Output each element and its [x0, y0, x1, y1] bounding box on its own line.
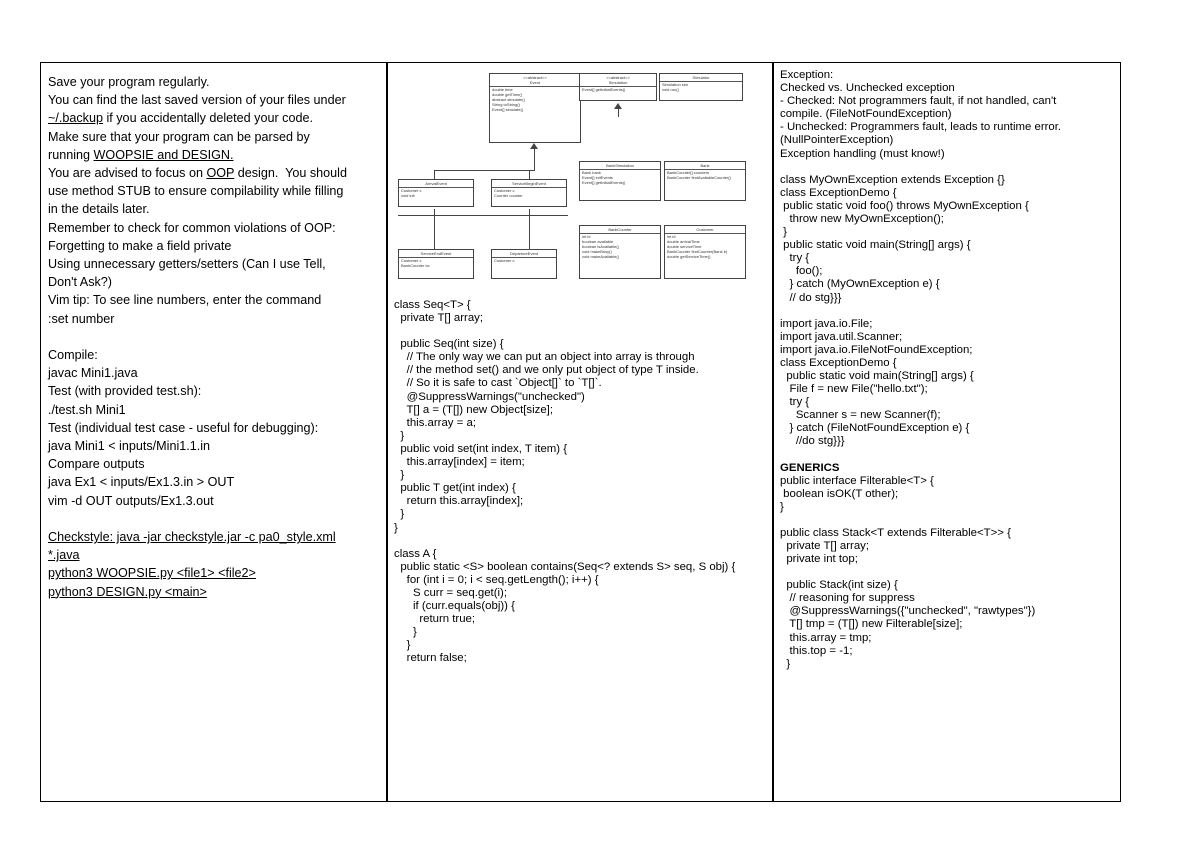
text-line: :set number	[48, 311, 115, 326]
code-line: // The only way we can put an object into array is through	[394, 351, 695, 364]
text-line: Forgetting to make a field private	[48, 238, 232, 253]
text-line	[48, 164, 380, 182]
text-line: Using unnecessary getters/setters (Can I use Tell,	[48, 257, 326, 272]
blank-line	[394, 325, 766, 338]
uml-class-name: ServiceBeginEvent	[492, 180, 566, 188]
text-line: // do stg}}}	[780, 291, 842, 304]
uml-class-name: ServiceEndEvent	[399, 250, 473, 258]
code-line: }	[394, 639, 411, 652]
text-line: public static void main(String[] args) {	[780, 369, 974, 382]
code-line: S curr = seq.get(i);	[394, 586, 507, 599]
code-line: return false;	[394, 652, 467, 665]
uml-member: BankCounter[] counters	[667, 170, 710, 175]
text-line: public static void main(String[] args) {	[780, 239, 971, 252]
uml-class-name: Bank	[665, 162, 745, 170]
uml-class-box	[579, 225, 661, 279]
text-line: try {	[780, 252, 810, 265]
text-line: public Stack(int size) {	[780, 579, 898, 592]
code-line: }	[394, 626, 417, 639]
text-line: vim -d OUT outputs/Ex1.3.out	[48, 493, 214, 508]
uml-member: Customer c	[494, 188, 515, 193]
code-line: @SuppressWarnings("unchecked")	[394, 390, 585, 403]
uml-connector	[529, 170, 530, 179]
blank-line	[780, 305, 1114, 318]
uml-connector	[534, 149, 535, 171]
text-line: private T[] array;	[780, 540, 870, 552]
text-line: boolean isOK(T other);	[780, 487, 899, 500]
text-line: Remember to check for common violations of OOP:	[48, 220, 336, 235]
underlined-text: Checkstyle: java -jar checkstyle.jar -c pa0_style.xml	[48, 530, 336, 545]
text-line: T[] tmp = (T[]) new Filterable[size];	[780, 618, 963, 631]
uml-connector	[398, 215, 568, 216]
text-line	[48, 109, 380, 127]
uml-member: Event[] simulate()	[492, 107, 524, 112]
uml-class-name: Customer	[665, 226, 745, 234]
uml-member: int id	[667, 234, 676, 239]
code-line: class A {	[394, 547, 437, 560]
uml-member: Event[] getInitialEvents()	[582, 180, 626, 185]
text-line: import java.io.File;	[780, 317, 873, 330]
text-line: foo();	[780, 265, 823, 278]
code-line: return true;	[394, 613, 476, 626]
uml-member: Event[] getInitialEvents()	[582, 87, 626, 92]
uml-class-name: BankCounter	[580, 226, 660, 234]
uml-member: boolean available	[582, 239, 614, 244]
text-line: try {	[780, 396, 810, 409]
blank-line	[394, 535, 766, 548]
uml-member: boolean isAvailable()	[582, 244, 620, 249]
blank-line	[780, 161, 1114, 174]
uml-connector	[434, 170, 534, 171]
uml-class-box	[491, 179, 567, 207]
uml-member: BankCounter findAvailableCounter()	[667, 175, 731, 180]
code-line: // the method set() and we only put object of type T inside.	[394, 364, 699, 377]
text-line: You can find the last saved version of your files under	[48, 93, 346, 108]
text-line: import java.util.Scanner;	[780, 330, 903, 343]
code-line: private T[] array;	[394, 312, 484, 325]
uml-member: void makeBusy()	[582, 249, 612, 254]
text-line: Don't Ask?)	[48, 275, 113, 290]
uml-member: BankCounter bc	[401, 263, 430, 268]
text-line: Checked vs. Unchecked exception	[780, 82, 955, 95]
uml-member: Bank bank	[582, 170, 601, 175]
text-line: }	[780, 657, 791, 670]
text-span: You are advised to focus on	[48, 166, 207, 181]
text-line	[48, 583, 380, 601]
uml-member: int id	[582, 234, 591, 239]
text-line: javac Mini1.java	[48, 366, 138, 381]
text-line: public class Stack<T extends Filterable<T>> {	[780, 526, 1011, 539]
uml-member: double time	[492, 87, 513, 92]
code-line: public T get(int index) {	[394, 482, 516, 495]
code-line: // So it is safe to cast `Object[]` to `T[]`.	[394, 377, 602, 390]
underlined-text: python3 DESIGN.py <main>	[48, 584, 207, 599]
text-line: Make sure that your program can be parsed by	[48, 129, 310, 144]
text-line	[48, 146, 380, 164]
underlined-text: *.java	[48, 548, 80, 563]
text-line: public interface Filterable<T> {	[780, 474, 934, 487]
blank-line	[48, 510, 380, 528]
text-line: ./test.sh Mini1	[48, 402, 126, 417]
uml-class-box	[398, 249, 474, 279]
uml-class-name: <<abstract>> Simulation	[580, 74, 656, 87]
text-line: Save your program regularly.	[48, 75, 210, 89]
text-span: if you accidentally deleted your code.	[102, 111, 313, 126]
uml-member: double getServiceTime()	[667, 254, 711, 259]
blank-line	[48, 328, 380, 346]
uml-class-name: ArrivalEvent	[399, 180, 473, 188]
uml-class-box	[659, 73, 743, 101]
uml-member: Customer c	[401, 258, 422, 263]
uml-class-diagram	[394, 69, 768, 297]
notes-sheet	[40, 62, 1121, 802]
text-line: this.top = -1;	[780, 644, 853, 657]
text-line: public static void foo() throws MyOwnException {	[780, 199, 1029, 212]
text-line: File f = new File("hello.txt");	[780, 383, 928, 396]
text-line: } catch (FileNotFoundException e) {	[780, 422, 970, 435]
text-line: throw new MyOwnException();	[780, 212, 944, 225]
code-line: return this.array[index];	[394, 495, 524, 508]
column-notes	[41, 63, 388, 801]
text-line	[48, 546, 380, 564]
underlined-text: WOOPSIE and DESIGN.	[93, 147, 234, 162]
code-line: for (int i = 0; i < seq.getLength(); i++) {	[394, 573, 599, 586]
uml-class-name: BankSimulation	[580, 162, 660, 170]
text-line: java Mini1 < inputs/Mini1.1.in	[48, 439, 211, 454]
uml-member: Event[] initEvents	[582, 175, 613, 180]
text-line: Compare outputs	[48, 457, 145, 472]
text-line: in the details later.	[48, 202, 150, 217]
blank-line	[780, 514, 1114, 527]
uml-member: double getTime()	[492, 92, 523, 97]
text-span: design. You should	[234, 166, 347, 181]
uml-member: Customer c	[494, 258, 515, 263]
uml-member: Counter counter	[494, 193, 523, 198]
text-line: GENERICS	[780, 461, 840, 474]
text-line: Compile:	[48, 348, 98, 363]
text-line: }	[780, 226, 787, 239]
uml-member: void makeAvailable()	[582, 254, 620, 259]
underlined-text: ~/.backup	[48, 111, 103, 126]
underlined-text: python3 WOOPSIE.py <file1> <file2>	[48, 566, 256, 581]
seq-code-block	[394, 299, 766, 665]
code-line: }	[394, 469, 405, 482]
uml-class-box	[579, 73, 657, 101]
uml-connector	[434, 170, 435, 179]
uml-member: double arrivalTime	[667, 239, 700, 244]
uml-inheritance-arrow	[614, 103, 622, 109]
code-line: class Seq<T> {	[394, 299, 471, 311]
uml-class-box	[489, 73, 581, 143]
uml-class-box	[491, 249, 557, 279]
code-line: T[] a = (T[]) new Object[size];	[394, 403, 553, 416]
text-line: (NullPointerException)	[780, 134, 894, 147]
text-line	[48, 564, 380, 582]
text-line: Exception:	[780, 69, 834, 81]
uml-member: BankCounter findCounter(Bank b)	[667, 249, 728, 254]
text-line: Test (with provided test.sh):	[48, 384, 202, 399]
code-line: this.array = a;	[394, 416, 476, 429]
uml-class-name: Simulator	[660, 74, 742, 82]
uml-member: void run()	[662, 87, 679, 92]
code-line: this.array[index] = item;	[394, 456, 525, 469]
text-line: - Checked: Not programmers fault, if not handled, can't	[780, 95, 1057, 108]
uml-class-name: DepartureEvent	[492, 250, 556, 258]
uml-member: double serviceTime	[667, 244, 702, 249]
blank-line	[780, 449, 1114, 462]
text-line: class MyOwnException extends Exception {}	[780, 173, 1005, 186]
column-uml-and-seq	[388, 63, 774, 801]
text-line: - Unchecked: Programmers fault, leads to runtime error.	[780, 121, 1062, 134]
text-line: @SuppressWarnings({"unchecked", "rawtypes"})	[780, 605, 1036, 618]
text-line: compile. (FileNotFoundException)	[780, 108, 952, 121]
underlined-text: OOP	[206, 166, 235, 181]
code-line: public Seq(int size) {	[394, 338, 504, 351]
code-line: }	[394, 429, 405, 442]
uml-member: String toString()	[492, 102, 521, 107]
text-span: running	[48, 147, 94, 162]
uml-class-box	[398, 179, 474, 207]
column-exceptions-generics	[774, 63, 1120, 801]
uml-member: Customer c	[401, 188, 422, 193]
uml-class-box	[664, 161, 746, 201]
text-line	[48, 528, 380, 546]
uml-class-box	[664, 225, 746, 279]
text-line: // reasoning for suppress	[780, 592, 915, 605]
text-line: Vim tip: To see line numbers, enter the command	[48, 293, 322, 308]
uml-member: Simulation sim	[662, 82, 689, 87]
uml-inheritance-arrow	[530, 143, 538, 149]
uml-member: abstract simulate()	[492, 97, 525, 102]
text-line: private int top;	[780, 553, 858, 566]
text-line: Test (individual test case - useful for debugging):	[48, 420, 319, 435]
uml-member: void init	[401, 193, 415, 198]
text-line: this.array = tmp;	[780, 631, 872, 644]
text-line: Scanner s = new Scanner(f);	[780, 409, 941, 422]
text-line: java Ex1 < inputs/Ex1.3.in > OUT	[48, 475, 235, 490]
code-line: public static <S> boolean contains(Seq<? extends S> seq, S obj) {	[394, 560, 736, 573]
uml-class-name: <<abstract>> Event	[490, 74, 580, 87]
text-line: use method STUB to ensure compilability while filling	[48, 184, 344, 199]
text-line: Exception handling (must know!)	[780, 147, 945, 160]
text-line: }	[780, 500, 784, 513]
code-line: if (curr.equals(obj)) {	[394, 599, 515, 612]
text-line: } catch (MyOwnException e) {	[780, 278, 940, 291]
text-line: class ExceptionDemo {	[780, 186, 897, 199]
code-line: public void set(int index, T item) {	[394, 442, 568, 455]
uml-class-box	[579, 161, 661, 201]
code-line: }	[394, 521, 398, 534]
text-line: import java.io.FileNotFoundException;	[780, 343, 973, 356]
text-line: //do stg}}}	[780, 435, 845, 448]
code-line: }	[394, 508, 405, 521]
blank-line	[780, 566, 1114, 579]
text-line: class ExceptionDemo {	[780, 356, 897, 369]
